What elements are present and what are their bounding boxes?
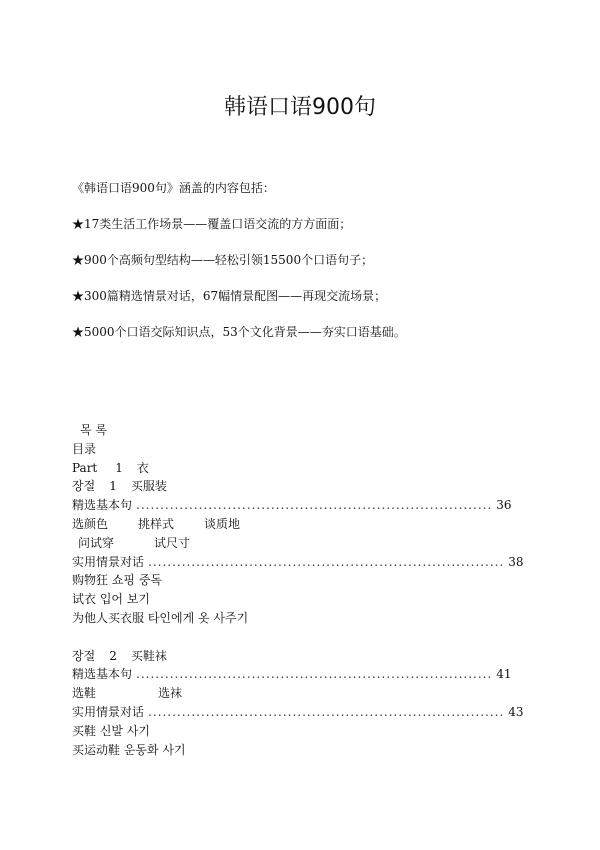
- toc-entry-basic-sentences[interactable]: 精选基本句 .......................................................................... 36: [72, 496, 396, 515]
- intro-bullet: ★17类生活工作场景——覆盖口语交流的方方面面；: [72, 217, 352, 231]
- intro-bullet: ★5000个口语交际知识点，53个文化背景——夯实口语基础。: [72, 325, 406, 339]
- page-number: 41: [496, 667, 512, 682]
- table-of-contents: [72, 421, 524, 759]
- toc-topics: 问试穿 试尺寸: [78, 535, 191, 550]
- toc-scene[interactable]: 试衣 입어 보기: [72, 592, 150, 607]
- page-title: 韩语口语900句: [224, 95, 376, 120]
- toc-entry-dialogues[interactable]: 实用情景对话 .......................................................................... 43: [72, 703, 396, 722]
- page-number: 38: [508, 554, 524, 569]
- intro-bullet: ★300篇精选情景对话，67幅情景配图——再现交流场景；: [72, 289, 387, 303]
- toc-scene[interactable]: 为他人买衣服 타인에게 옷 사주기: [72, 610, 249, 625]
- spacer: [72, 628, 396, 647]
- toc-heading-chinese: 目录: [72, 441, 97, 456]
- intro-bullet: ★900个高频句型结构——轻松引领15500个口语句子；: [72, 253, 374, 267]
- toc-topics: 选颜色 挑样式 谈质地: [72, 516, 241, 531]
- toc-topics: 选鞋 选袜: [72, 686, 183, 701]
- leader-dots: ..........................................................................: [136, 498, 493, 513]
- toc-scene[interactable]: 买鞋 신발 사기: [72, 723, 150, 738]
- toc-scene[interactable]: 购物狂 쇼핑 중독: [72, 573, 162, 588]
- toc-part[interactable]: Part 1 衣: [72, 460, 149, 475]
- leader-dots: ..........................................................................: [148, 704, 505, 719]
- page-number: 43: [508, 704, 524, 719]
- leader-dots: ..........................................................................: [148, 554, 505, 569]
- toc-entry-dialogues[interactable]: 实用情景对话 .......................................................................... 38: [72, 553, 396, 572]
- toc-chapter-1[interactable]: 장절 1 买服装: [72, 479, 167, 494]
- intro-lead: 《韩语口语900句》涵盖的内容包括：: [72, 181, 275, 195]
- leader-dots: ..........................................................................: [136, 667, 493, 682]
- toc-chapter-2[interactable]: 장절 2 买鞋袜: [72, 648, 167, 663]
- toc-scene[interactable]: 买运动鞋 운동화 사기: [72, 742, 186, 757]
- intro-section: [72, 180, 406, 360]
- toc-entry-basic-sentences[interactable]: 精选基本句 .......................................................................... 41: [72, 665, 396, 684]
- toc-heading-korean: 목 록: [80, 423, 107, 437]
- page-number: 36: [496, 498, 512, 513]
